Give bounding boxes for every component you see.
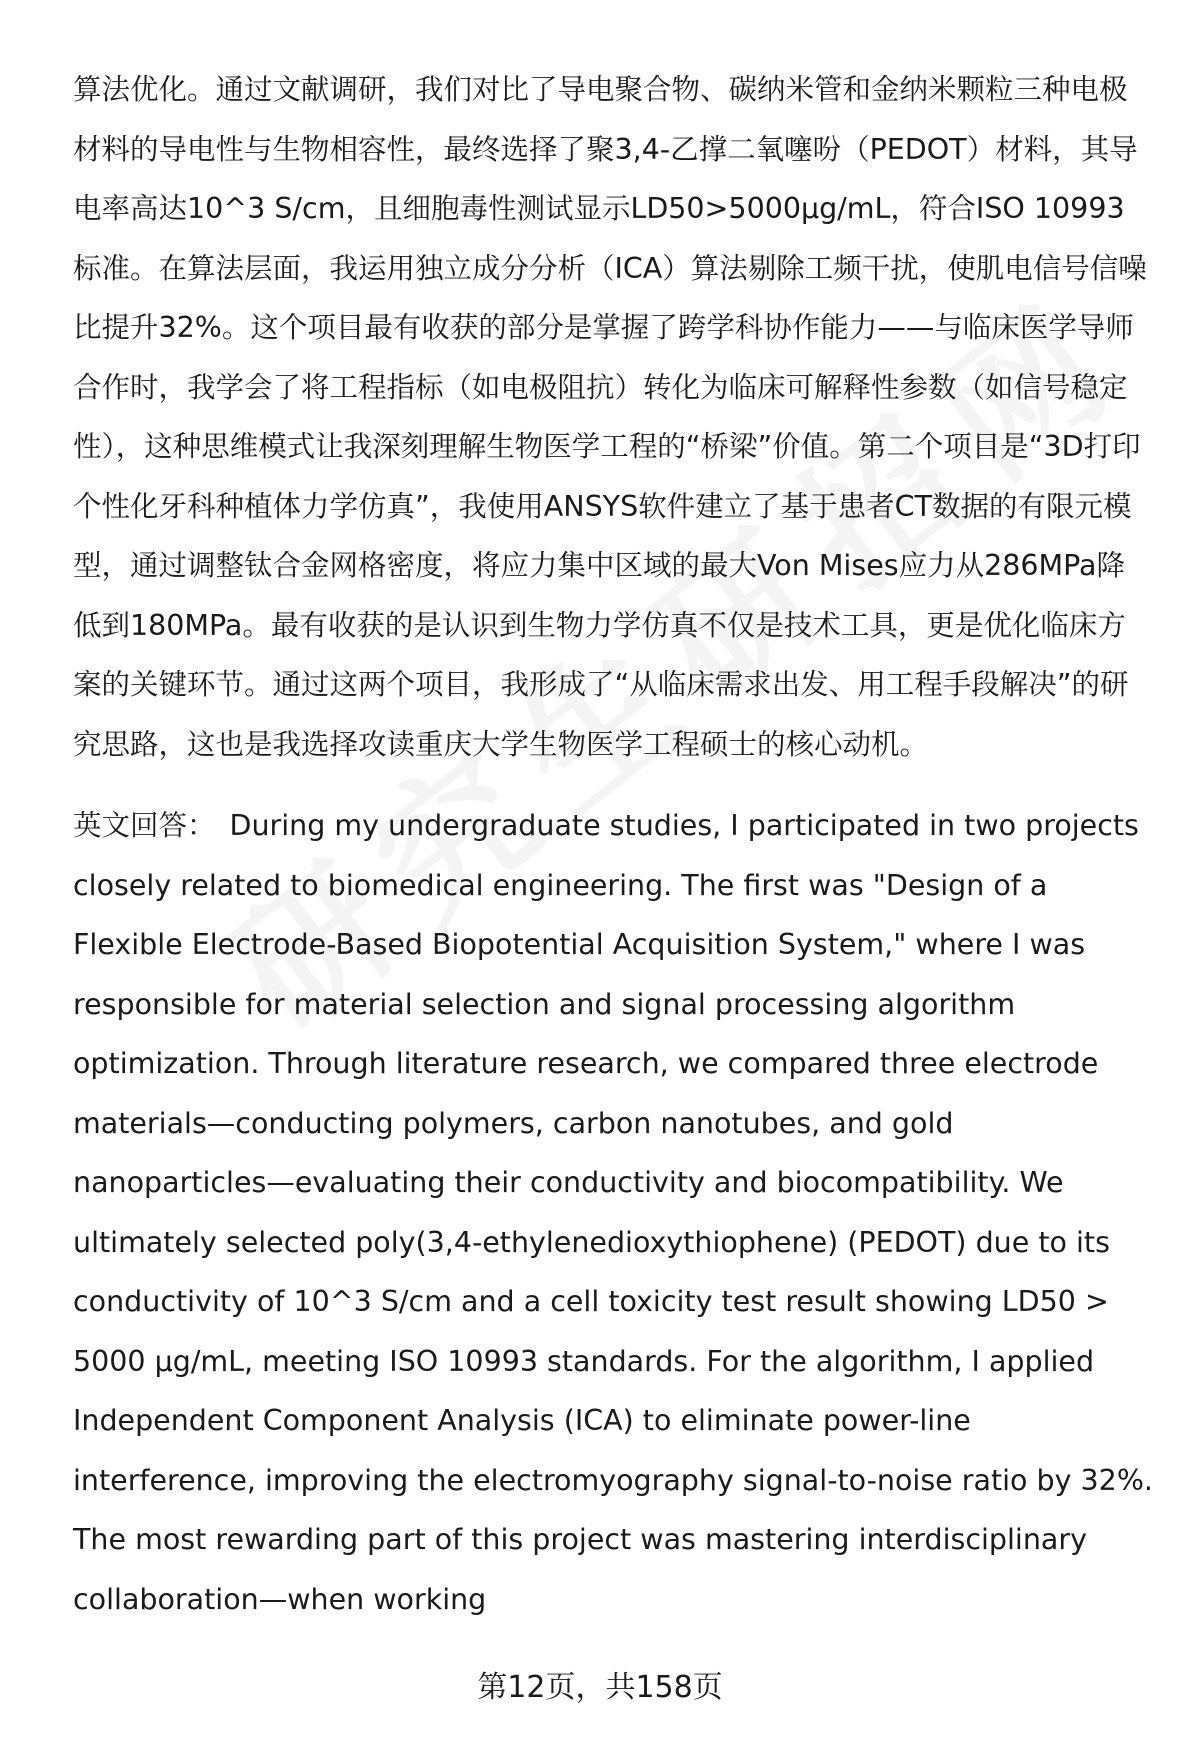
english-answer-label: 英文回答： [73,809,216,842]
english-answer-text: During my undergraduate studies, I participated in two projects closely related to biomedical engineering. The first was "Design of a Flexible Electrode-Based Biopotential Acquisition System," where I was responsible for material selection and signal processing algorithm optimization. Through literature research, we compared three electrode materials—conducting polymers, carbon nanotubes, and gold nanoparticles—evaluating their conductivity and biocompatibility. We ultimately selected poly(3,4-ethylenedioxythiophene) (PEDOT) due to its conductivity of 10^3 S/cm and a cell toxicity test result showing LD50 > 5000 μg/mL, meeting ISO 10993 standards. For the algorithm, I applied Independent Component Analysis (ICA) to eliminate power-line interference, improving the electromyography signal-to-noise ratio by 32%. The most rewarding part of this project was mastering interdisciplinary collaboration—when working [73,809,1153,1616]
paragraph-english-answer [73,796,1153,1629]
paragraph-gap [73,774,1153,796]
body-text [73,60,1153,1629]
page-footer: 第12页，共158页 [477,1670,723,1705]
paragraph-chinese-answer: 算法优化。通过文献调研，我们对比了导电聚合物、碳纳米管和金纳米颗粒三种电极材料的导电性与生物相容性，最终选择了聚3,4-乙撑二氧噻吩（PEDOT）材料，其导电率高达10^3 S/cm，且细胞毒性测试显示LD50>5000μg/mL，符合ISO 10993标准。在算法层面，我运用独立成分分析（ICA）算法剔除工频干扰，使肌电信号信噪比提升32%。这个项目最有收获的部分是掌握了跨学科协作能力——与临床医学导师合作时，我学会了将工程指标（如电极阻抗）转化为临床可解释性参数（如信号稳定性），这种思维模式让我深刻理解生物医学工程的“桥梁”价值。第二个项目是“3D打印个性化牙科种植体力学仿真”，我使用ANSYS软件建立了基于患者CT数据的有限元模型，通过调整钛合金网格密度，将应力集中区域的最大Von Mises应力从286MPa降低到180MPa。最有收获的是认识到生物力学仿真不仅是技术工具，更是优化临床方案的关键环节。通过这两个项目，我形成了“从临床需求出发、用工程手段解决”的研究思路，这也是我选择攻读重庆大学生物医学工程硕士的核心动机。 [73,73,1147,761]
